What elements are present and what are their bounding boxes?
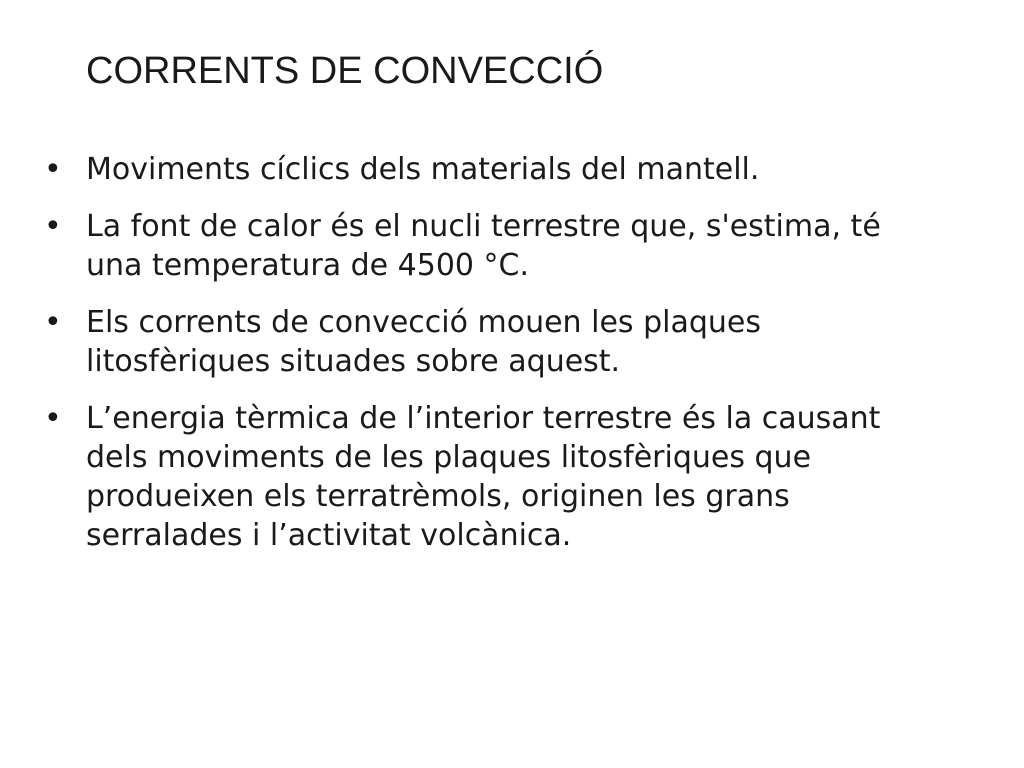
bullet-dot-icon: • [44,209,62,244]
bullet-text: Moviments cíclics dels materials del mantell. [86,152,760,187]
bullet-text: Els corrents de convecció mouen les plaques litosfèriques situades sobre aquest. [86,305,761,379]
slide-title: CORRENTS DE CONVECCIÓ [86,50,604,92]
bullet-item [44,399,944,555]
bullet-dot-icon: • [44,305,62,340]
bullet-dot-icon: • [44,152,62,187]
bullet-text: La font de calor és el nucli terrestre que, s'estima, té una temperatura de 4500 °C. [86,209,881,283]
bullet-item [44,207,944,285]
bullet-dot-icon: • [44,401,62,436]
bullet-item [44,150,944,189]
bullet-item [44,303,944,381]
bullet-list [44,150,944,573]
bullet-text: L’energia tèrmica de l’interior terrestre és la causant dels moviments de les plaques litosfèriques que produeixen els terratrèmols, originen les grans serralades i l’activitat volcànica. [86,401,881,553]
